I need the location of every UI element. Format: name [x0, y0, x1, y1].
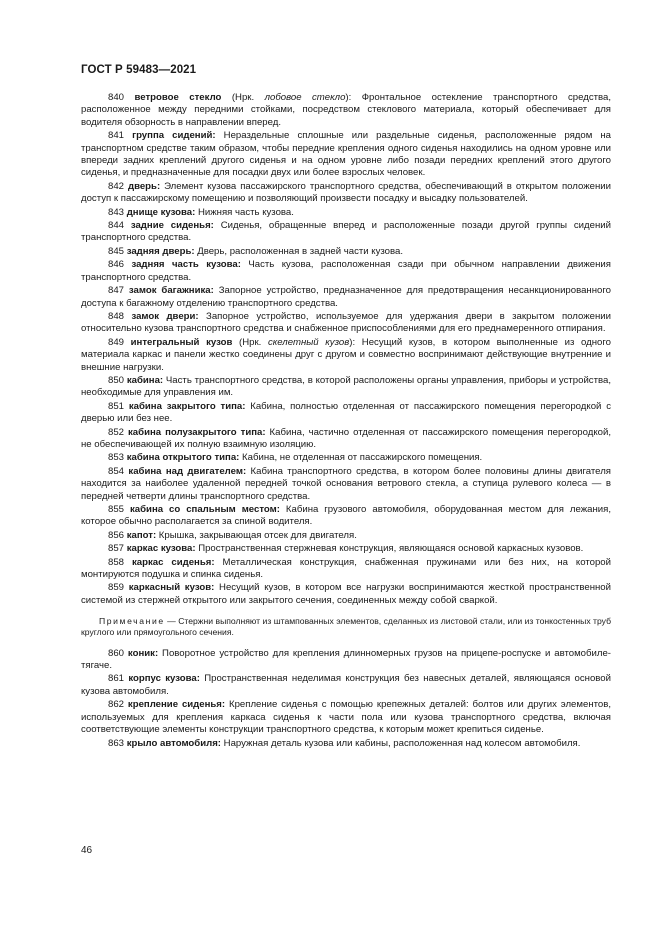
entry-definition: Сиденья, обращенные вперед и расположенные позади другой группы сидений транспортного средства. [81, 220, 611, 244]
term-entry [81, 92, 611, 129]
page-number: 46 [81, 845, 93, 856]
entry-term: корпус кузова: [128, 673, 200, 685]
entry-term: капот: [126, 529, 157, 541]
entry-number: 846 [108, 259, 125, 271]
entry-definition: Несущий кузов, в котором выполненные из одного материала каркас и панели жестко соединены друг с другом и совместно воспринимают действующие внутренние и внешние нагрузки. [81, 336, 611, 373]
term-entry [81, 673, 611, 698]
term-entry [81, 427, 611, 452]
entry-definition: Пространственная стержневая конструкция, являющаяся основой каркасных кузовов. [195, 543, 584, 555]
term-entry [81, 648, 611, 673]
entry-term: задние сиденья: [130, 220, 214, 232]
entry-definition: Часть кузова, расположенная сзади при обычном направлении движения транспортного средства. [81, 259, 611, 283]
entry-number: 856 [108, 529, 125, 541]
entry-number: 845 [108, 245, 125, 257]
entry-term: днище кузова: [126, 206, 196, 218]
deprecated-synonym: скелетный кузов [267, 336, 350, 348]
term-entry [81, 220, 611, 245]
synonym-prefix: (Нрк. [232, 336, 268, 348]
entry-number: 851 [108, 400, 125, 412]
entry-term: замок двери: [131, 310, 199, 322]
entry-number: 852 [108, 426, 125, 438]
entry-term: кабина полузакрытого типа: [128, 426, 266, 438]
term-entry [81, 699, 611, 736]
entry-term: ветровое стекло [134, 92, 222, 103]
synonym-suffix: ): [349, 336, 356, 348]
entry-definition: Кабина, частично отделенная от пассажирского помещения перегородкой, не обеспечивающей их полную взаимную изоляцию. [81, 426, 612, 450]
terms-body [81, 92, 611, 751]
term-entry [81, 401, 611, 426]
entry-definition: Запорное устройство, используемое для удержания двери в закрытом положении относительно кузова транспортного средства и снабженное приспособлениями для его преднамеренного отпирания. [81, 310, 611, 335]
entry-definition: Поворотное устройство для крепления длинномерных грузов на прицепе-роспуске и автомобиле-тягаче. [81, 647, 611, 672]
term-entry [81, 452, 611, 464]
entry-number: 862 [108, 699, 125, 711]
entry-number: 854 [108, 465, 125, 477]
entry-number: 840 [108, 92, 125, 103]
entry-definition: Фронтальное остекление транспортного средства, расположенное между передними стойками, посредством стеклового материала, который обеспечивает для водителя обзорность в направлении вперед. [81, 92, 612, 128]
term-entry [81, 375, 611, 400]
synonym-suffix: ): [345, 92, 352, 103]
entry-number: 860 [108, 647, 125, 659]
note-label: Примечание [99, 616, 165, 627]
entry-number: 842 [108, 180, 125, 192]
entry-number: 848 [108, 310, 125, 322]
entry-number: 849 [108, 336, 125, 348]
entry-number: 861 [108, 673, 125, 685]
term-entry [81, 530, 611, 542]
entry-term: каркас кузова: [126, 543, 196, 555]
entry-definition: Несущий кузов, в котором все нагрузки воспринимаются жесткой пространственной системой из стержней открытого или закрытого сечения, соединенных между собой сваркой. [81, 582, 611, 606]
entry-number: 855 [108, 504, 125, 515]
entry-term: группа сидений: [132, 130, 216, 142]
entry-definition: Крышка, закрывающая отсек для двигателя. [156, 529, 357, 541]
term-entry [81, 504, 611, 529]
entry-number: 858 [108, 556, 125, 568]
term-entry [81, 181, 611, 206]
term-entry [81, 311, 611, 336]
entry-term: кабина со спальным местом: [129, 504, 280, 515]
standard-header: ГОСТ Р 59483—2021 [81, 64, 197, 76]
entry-term: интегральный кузов [130, 336, 233, 348]
entry-term: кабина над двигателем: [128, 465, 247, 477]
note-paragraph [81, 616, 611, 638]
entry-number: 863 [108, 737, 125, 749]
entry-definition: Нижняя часть кузова. [195, 206, 294, 218]
entry-definition: Наружная деталь кузова или кабины, расположенная над колесом автомобиля. [221, 737, 581, 749]
entry-definition: Нераздельные сплошные или раздельные сиденья, расположенные рядом на транспортном средстве таким образом, чтобы передние крепления одного сиденья находились на одном уровне или впереди задних креплений другого сиденья и на одном уровне либо позади передних креплений этого другого сиденья, и предназначенные для посадки двух или более взрослых человек. [81, 130, 611, 179]
entry-term: задняя часть кузова: [131, 259, 241, 271]
entry-definition: Кабина, не отделенная от пассажирского помещения. [239, 452, 483, 464]
entry-definition: Кабина транспортного средства, в котором более половины длины двигателя находится за наиболее удаленной передней точкой основания ветрового стекла, а ступица рулевого колеса — в передней четверти длины транспортного средства. [81, 465, 611, 502]
entry-definition: Пространственная неделимая конструкция без навесных деталей, являющаяся основой кузова автомобиля. [81, 673, 611, 697]
entry-definition: Часть транспортного средства, в которой расположены органы управления, приборы и устройства, необходимые для управления им. [81, 374, 611, 399]
term-entry [81, 337, 611, 374]
entry-definition: Запорное устройство, предназначенное для предотвращения несанкционированного доступа к багажному отделению транспортного средства. [81, 285, 611, 309]
entry-number: 843 [108, 206, 125, 218]
entry-term: каркас сиденья: [131, 556, 215, 568]
entry-term: крыло автомобиля: [126, 737, 221, 749]
entry-number: 859 [108, 582, 125, 594]
entry-definition: Металлическая конструкция, снабженная пружинами или без них, на которой монтируются подушка и спинка сиденья. [81, 556, 611, 581]
term-entry [81, 285, 611, 310]
entry-definition: Крепление сиденья с помощью крепежных деталей: болтов или других элементов, используемых для крепления каркаса сиденья к части пола или кузова транспортного средства, включая соответствующие элементы конструкции транспортного средства, к которым может крепиться сиденье. [81, 699, 612, 736]
term-entry [81, 207, 611, 219]
note-text: — Стержни выполняют из штампованных элементов, сделанных из листовой стали, или из тонкостенных труб круглого или прямоугольного сечения. [81, 616, 611, 638]
entry-number: 853 [108, 452, 125, 464]
entry-number: 844 [108, 220, 125, 232]
entry-definition: Кабина, полностью отделенная от пассажирского помещения перегородкой с дверью или без нее. [81, 400, 611, 425]
entry-number: 847 [108, 285, 125, 297]
entry-definition: Дверь, расположенная в задней части кузова. [194, 245, 404, 257]
entry-definition: Кабина грузового автомобиля, оборудованная местом для лежания, которое обычно располагается за спиной водителя. [81, 504, 611, 528]
entry-term: коник: [127, 647, 159, 659]
entry-term: кабина открытого типа: [126, 452, 240, 464]
entry-term: кабина: [126, 374, 164, 386]
entry-definition: Элемент кузова пассажирского транспортного средства, обеспечивающий в открытом положении доступ к пассажирскому помещению и позволяющий произвести посадку и высадку пользователей. [81, 180, 611, 205]
term-entries-after [81, 648, 611, 750]
synonym-prefix: (Нрк. [221, 92, 265, 103]
entry-term: кабина закрытого типа: [128, 400, 246, 412]
entry-term: замок багажника: [128, 285, 214, 297]
entry-term: каркасный кузов: [128, 582, 215, 594]
term-entry [81, 466, 611, 503]
term-entry [81, 738, 611, 750]
term-entry [81, 130, 611, 180]
entry-term: крепление сиденья: [127, 699, 226, 711]
entry-number: 850 [108, 374, 125, 386]
term-entry [81, 557, 611, 582]
term-entry [81, 246, 611, 258]
term-entry [81, 543, 611, 555]
entry-number: 841 [108, 130, 125, 142]
deprecated-synonym: лобовое стекло [264, 92, 346, 103]
entry-term: дверь: [127, 180, 161, 192]
entry-number: 857 [108, 543, 125, 555]
term-entry [81, 259, 611, 284]
term-entry [81, 582, 611, 607]
term-entries [81, 92, 611, 607]
entry-term: задняя дверь: [126, 245, 195, 257]
